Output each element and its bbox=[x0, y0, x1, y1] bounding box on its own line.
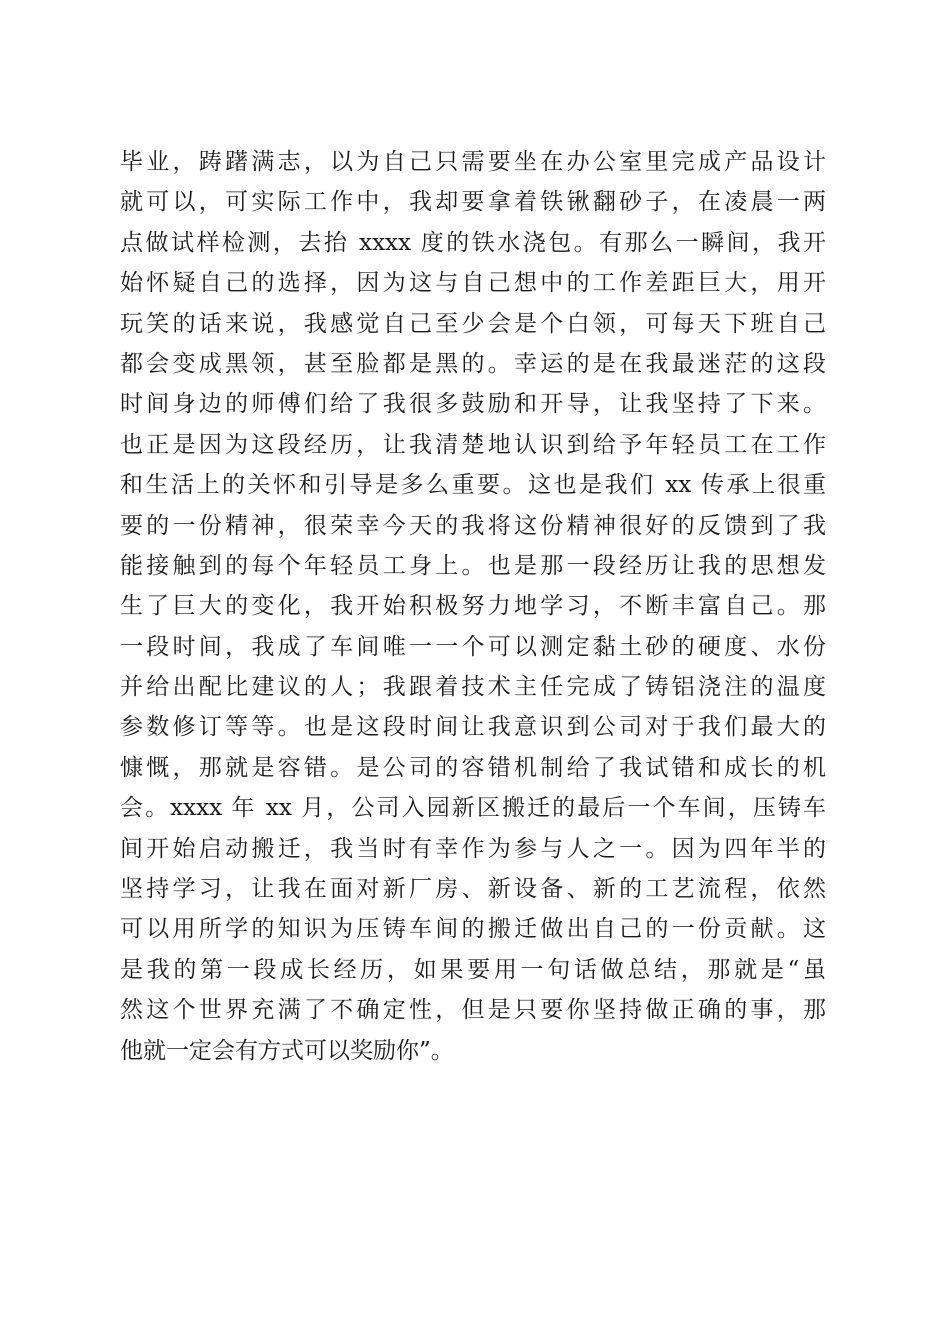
text-line: 参数修订等等。也是这段时间让我意识到公司对于我们最大的 bbox=[120, 714, 826, 741]
text-line: 都会变成黑领，甚至脸都是黑的。幸运的是在我最迷茫的这段 bbox=[120, 350, 826, 377]
text-line: 玩笑的话来说，我感觉自己至少会是个白领，可每天下班自己 bbox=[120, 310, 826, 337]
text-line: 是我的第一段成长经历，如果要用一句话做总结，那就是“虽 bbox=[120, 956, 826, 983]
text-line: 时间身边的师傅们给了我很多鼓励和开导，让我坚持了下来。 bbox=[120, 391, 826, 418]
text-line: 可以用所学的知识为压铸车间的搬迁做出自己的一份贡献。这 bbox=[120, 916, 826, 943]
text-line: 慷慨，那就是容错。是公司的容错机制给了我试错和成长的机 bbox=[120, 754, 826, 781]
text-line: 毕业，踌躇满志，以为自己只需要坐在办公室里完成产品设计 bbox=[120, 149, 826, 175]
text-line: 点做试样检测，去抬 xxxx 度的铁水浇包。有那么一瞬间，我开 bbox=[120, 229, 826, 256]
text-line: 要的一份精神，很荣幸今天的我将这份精神很好的反馈到了我 bbox=[120, 512, 826, 539]
text-line: 和生活上的关怀和引导是多么重要。这也是我们 xx 传承上很重 bbox=[120, 472, 826, 499]
text-line: 一段时间，我成了车间唯一一个可以测定黏土砂的硬度、水份 bbox=[120, 633, 826, 660]
text-line: 并给出配比建议的人；我跟着技术主任完成了铸铝浇注的温度 bbox=[120, 674, 826, 701]
text-line: 然这个世界充满了不确定性，但是只要你坚持做正确的事，那 bbox=[120, 997, 826, 1024]
body-text bbox=[120, 142, 826, 1071]
text-line: 坚持学习，让我在面对新厂房、新设备、新的工艺流程，依然 bbox=[120, 876, 826, 903]
text-line: 间开始启动搬迁，我当时有幸作为参与人之一。因为四年半的 bbox=[120, 835, 826, 862]
text-line: 就可以，可实际工作中，我却要拿着铁锹翻砂子，在凌晨一两 bbox=[120, 189, 826, 216]
text-line: 能接触到的每个年轻员工身上。也是那一段经历让我的思想发 bbox=[120, 552, 826, 579]
text-line: 生了巨大的变化，我开始积极努力地学习，不断丰富自己。那 bbox=[120, 593, 826, 620]
text-line: 会。xxxx 年 xx 月，公司入园新区搬迁的最后一个车间，压铸车 bbox=[120, 795, 826, 822]
text-line-last: 他就一定会有方式可以奖励你”。 bbox=[120, 1037, 454, 1064]
text-line: 始怀疑自己的选择，因为这与自己想中的工作差距巨大，用开 bbox=[120, 270, 826, 297]
text-line: 也正是因为这段经历，让我清楚地认识到给予年轻员工在工作 bbox=[120, 431, 826, 458]
